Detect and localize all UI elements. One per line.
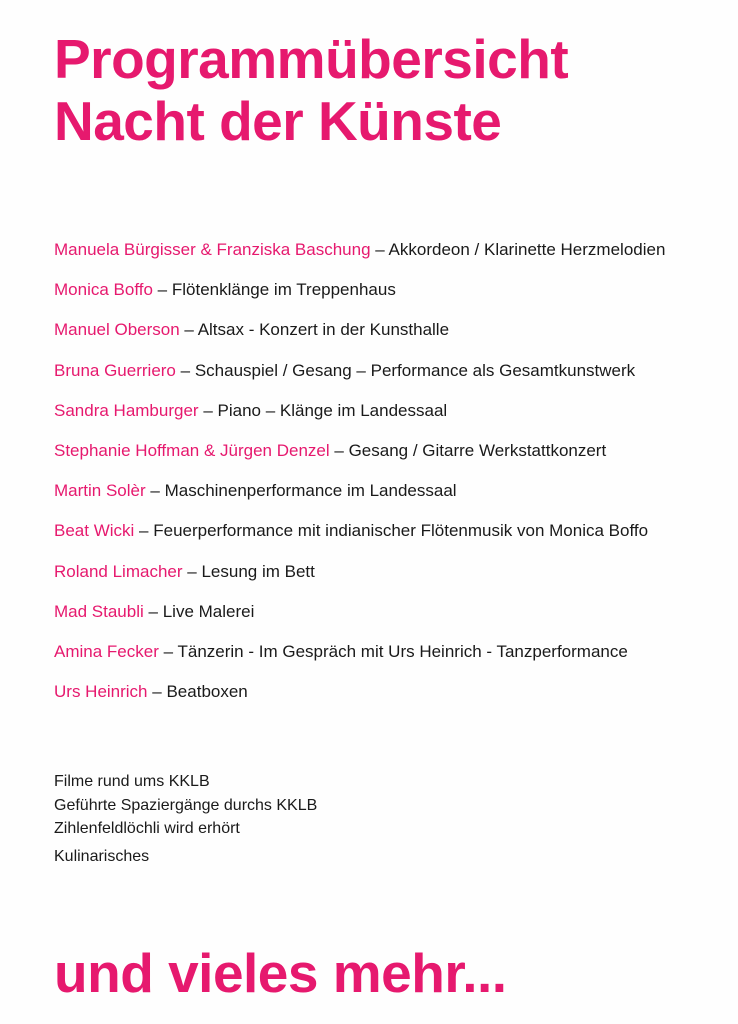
program-description: Tänzerin - Im Gespräch mit Urs Heinrich - Tanzperformance	[177, 641, 628, 661]
extras-item: Geführte Spaziergänge durchs KKLB	[54, 796, 318, 814]
separator: –	[184, 320, 194, 340]
program-description: Gesang / Gitarre Werkstattkonzert	[348, 440, 607, 460]
program-list	[54, 236, 734, 718]
program-description: Akkordeon / Klarinette Herzmelodien	[388, 240, 666, 259]
program-item	[54, 598, 734, 638]
artist-name: Manuela Bürgisser & Franziska Baschung	[54, 240, 371, 259]
program-item	[54, 477, 734, 517]
extras-list	[54, 770, 654, 868]
program-item	[54, 276, 734, 316]
artist-name: Manuel Oberson	[54, 320, 180, 340]
separator: –	[203, 400, 213, 420]
separator: –	[180, 360, 191, 380]
program-item	[54, 558, 734, 598]
artist-name: Roland Limacher	[54, 561, 183, 581]
program-description: Flötenklänge im Treppenhaus	[171, 280, 396, 300]
program-item	[54, 316, 734, 356]
artist-name: Stephanie Hoffman & Jürgen Denzel	[54, 440, 330, 460]
artist-name: Amina Fecker	[54, 641, 159, 661]
extras-item: Filme rund ums KKLB	[54, 773, 210, 790]
program-item	[54, 437, 734, 477]
program-description: Altsax - Konzert in der Kunsthalle	[197, 320, 450, 340]
separator: –	[157, 280, 168, 300]
artist-name: Bruna Guerriero	[54, 360, 176, 380]
program-item	[54, 357, 734, 397]
title-line-1: Programmübersicht	[54, 28, 569, 90]
program-item	[54, 397, 734, 437]
separator: –	[150, 481, 160, 501]
program-item	[54, 678, 734, 718]
separator: –	[148, 601, 158, 621]
program-description: Piano – Klänge im Landessaal	[217, 400, 448, 420]
program-item	[54, 638, 734, 678]
program-item	[54, 517, 734, 557]
program-description: Schauspiel / Gesang – Performance als Gesamtkunstwerk	[194, 360, 636, 380]
separator: –	[163, 641, 174, 661]
extras-item: Kulinarisches	[54, 847, 150, 865]
artist-name: Sandra Hamburger	[54, 400, 199, 420]
program-description: Live Malerei	[162, 601, 255, 621]
separator: –	[139, 521, 149, 541]
separator: –	[334, 440, 344, 460]
page-title	[54, 28, 568, 152]
artist-name: Martin Solèr	[54, 481, 146, 501]
artist-name: Urs Heinrich	[54, 682, 148, 702]
title-line-2: Nacht der Künste	[54, 90, 502, 152]
extras-item: Zihlenfeldlöchli wird erhört	[54, 820, 240, 837]
program-description: Maschinenperformance im Landessaal	[164, 481, 457, 501]
footer-tagline: und vieles mehr...	[54, 942, 507, 1004]
separator: –	[152, 682, 162, 702]
separator: –	[375, 240, 385, 259]
artist-name: Mad Staubli	[54, 601, 144, 621]
artist-name: Beat Wicki	[54, 521, 135, 541]
program-description: Lesung im Bett	[201, 561, 315, 581]
program-description: Beatboxen	[166, 682, 248, 702]
program-description: Feuerperformance mit indianischer Flötenmusik von Monica Boffo	[153, 521, 649, 541]
program-item	[54, 236, 734, 276]
separator: –	[187, 561, 197, 581]
artist-name: Monica Boffo	[54, 280, 153, 300]
